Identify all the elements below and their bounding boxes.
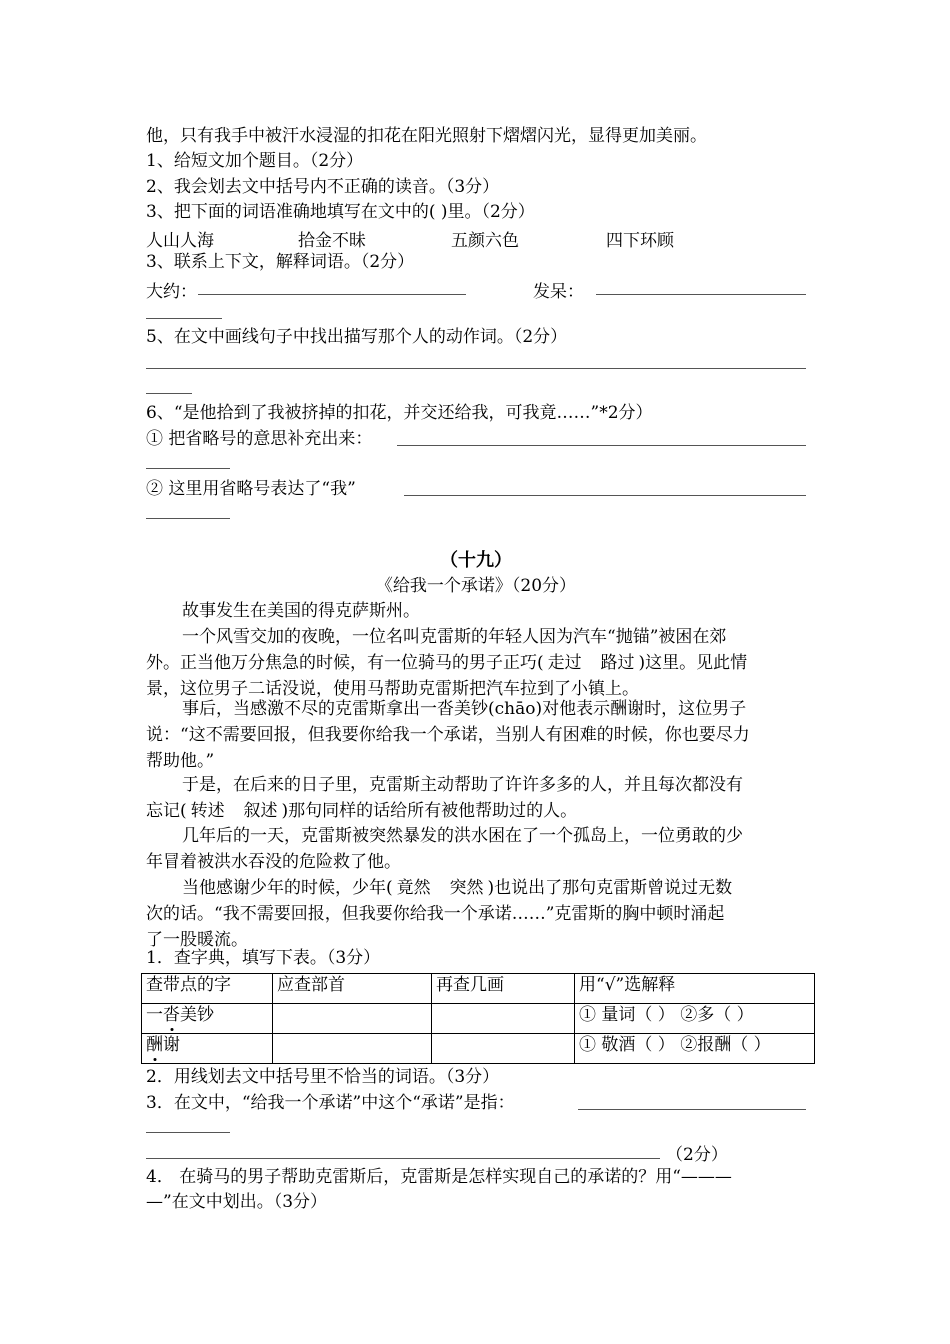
table-header: 查带点的字 <box>142 974 273 1004</box>
option-word: 突然 <box>449 878 484 898</box>
answer-blank-continuation[interactable] <box>146 393 192 394</box>
answer-blank-continuation[interactable] <box>146 318 222 319</box>
answer-blank[interactable] <box>596 278 806 295</box>
answer-blank[interactable] <box>404 479 806 496</box>
answer-blank[interactable] <box>578 1093 806 1110</box>
radical-cell[interactable] <box>273 1004 432 1034</box>
answer-blank-continuation[interactable] <box>146 518 230 519</box>
answer-blank[interactable] <box>198 278 466 295</box>
lookup-word: 酬谢 <box>142 1034 273 1064</box>
term-dayue: 大约： <box>146 282 197 302</box>
story-paragraph-5: 几年后的一天，克雷斯被突然暴发的洪水困在了一个孤岛上，一位勇敢的少 年冒着被洪水吞没的危险救了他。 <box>146 826 743 872</box>
task-4-cont: —”在文中划出。（3分） <box>146 1192 328 1212</box>
word-option: 四下环顾 <box>606 231 674 251</box>
question-1: 1、给短文加个题目。（2分） <box>146 151 364 171</box>
question-3: 3、把下面的词语准确地填写在文中的( )里。（2分） <box>146 202 535 222</box>
question-6-b: ② 这里用省略号表达了“我” <box>146 479 356 499</box>
question-6-a: ① 把省略号的意思补充出来： <box>146 429 373 449</box>
meaning-choice[interactable]: ① 敬酒（ ） ②报酬（ ） <box>575 1034 815 1064</box>
question-6: 6、“是他拾到了我被挤掉的扣花，并交还给我，可我竟……”*2分） <box>146 403 653 423</box>
task-3-score: （2分） <box>666 1145 728 1165</box>
task-3: 3．在文中，“给我一个承诺”中这个“承诺”是指： <box>146 1093 515 1113</box>
answer-blank[interactable] <box>146 1142 660 1159</box>
word-option: 拾金不昧 <box>298 231 366 251</box>
option-word: 路过 <box>600 653 635 673</box>
option-word: 竟然 <box>396 878 431 898</box>
term-fadai: 发呆： <box>533 282 584 302</box>
top-sentence: 他，只有我手中被汗水浸湿的扣花在阳光照射下熠熠闪光，显得更加美丽。 <box>146 126 707 146</box>
table-header: 再查几画 <box>432 974 575 1004</box>
table-header: 应查部首 <box>273 974 432 1004</box>
story-paragraph-4: 于是，在后来的日子里，克雷斯主动帮助了许许多多的人，并且每次都没有 忘记( 转述 叙述 )那句同样的话给所有被他帮助过的人。 <box>146 775 743 821</box>
story-paragraph-3: 事后，当感激不尽的克雷斯拿出一沓美钞(chāo)对他表示酬谢时，这位男子 说：“这不需要回报，但我要你给我一个承诺，当别人有困难的时候，你也要尽力 帮助他。” <box>146 699 750 771</box>
section-title: 《给我一个承诺》（20分） <box>375 576 577 596</box>
task-4: 4． 在骑马的男子帮助克雷斯后，克雷斯是怎样实现自己的承诺的？用“——— <box>146 1167 732 1187</box>
option-word: 走过 <box>547 653 582 673</box>
story-paragraph-6: 当他感谢少年的时候，少年( 竟然 突然 )也说出了那句克雷斯曾说过无数 次的话。“我不需要回报，但我要你给我一个承诺……”克雷斯的胸中顿时涌起 了一股暖流。 <box>146 878 733 950</box>
lookup-word: 一沓美钞 <box>142 1004 273 1034</box>
word-option: 五颜六色 <box>451 231 519 251</box>
word-option: 人山人海 <box>146 231 214 251</box>
dictionary-table <box>141 973 815 1064</box>
question-5: 5、在文中画线句子中找出描写那个人的动作词。（2分） <box>146 327 568 347</box>
question-2: 2、我会划去文中括号内不正确的读音。（3分） <box>146 177 500 197</box>
stroke-cell[interactable] <box>432 1034 575 1064</box>
section-number: （十九） <box>440 550 512 571</box>
answer-blank-continuation[interactable] <box>146 1132 230 1133</box>
story-paragraph-1: 故事发生在美国的得克萨斯州。 <box>182 601 420 621</box>
task-2: 2．用线划去文中括号里不恰当的词语。（3分） <box>146 1067 500 1087</box>
table-header-row <box>142 974 815 1004</box>
story-paragraph-2: 一个风雪交加的夜晚，一位名叫克雷斯的年轻人因为汽车“抛锚”被困在郊 外。正当他万分焦急的时候，有一位骑马的男子正巧( 走过 路过 )这里。见此情 景，这位男子二话没说，使用马帮助克雷斯把汽车拉到了小镇上。 <box>146 627 748 699</box>
table-row <box>142 1034 815 1064</box>
question-4: 3、联系上下文，解释词语。（2分） <box>146 252 415 272</box>
option-word: 叙述 <box>243 801 278 821</box>
meaning-choice[interactable]: ① 量词（ ） ②多（ ） <box>575 1004 815 1034</box>
radical-cell[interactable] <box>273 1034 432 1064</box>
answer-blank[interactable] <box>397 429 806 446</box>
table-row <box>142 1004 815 1034</box>
task-1: 1．查字典，填写下表。（3分） <box>146 948 381 968</box>
answer-line[interactable] <box>146 368 806 369</box>
option-word: 转述 <box>190 801 225 821</box>
table-header: 用“√”选解释 <box>575 974 815 1004</box>
answer-blank-continuation[interactable] <box>146 468 230 469</box>
stroke-cell[interactable] <box>432 1004 575 1034</box>
